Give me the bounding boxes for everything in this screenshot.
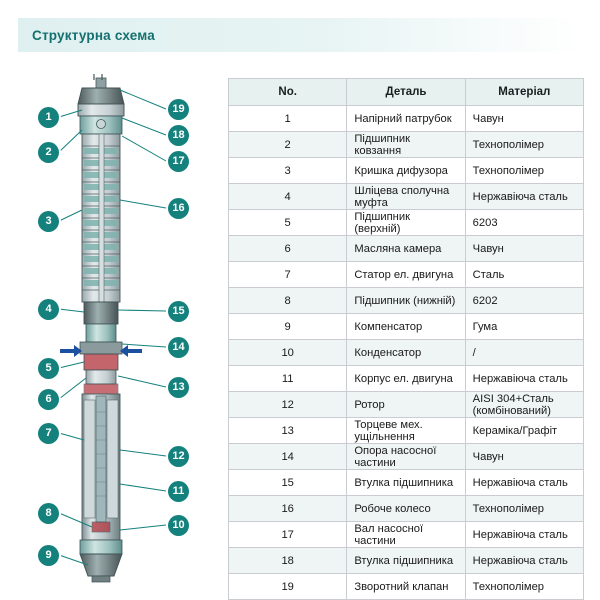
- cell-no: 1: [229, 106, 347, 132]
- table-row: [229, 418, 584, 444]
- cell-detail: Статор ел. двигуна: [347, 262, 465, 288]
- table-row: [229, 574, 584, 600]
- table-row: [229, 262, 584, 288]
- column-header-detail: Деталь: [347, 79, 465, 106]
- callout-9[interactable]: 9: [38, 545, 59, 566]
- cell-no: 13: [229, 418, 347, 444]
- cell-detail: Втулка підшипника: [347, 470, 465, 496]
- cell-no: 17: [229, 522, 347, 548]
- table-row: [229, 496, 584, 522]
- column-header-material: Матеріал: [465, 79, 583, 106]
- cell-detail: Конденсатор: [347, 340, 465, 366]
- cell-no: 5: [229, 210, 347, 236]
- parts-table: [228, 78, 584, 600]
- cell-detail: Зворотний клапан: [347, 574, 465, 600]
- table-row: [229, 236, 584, 262]
- leader-lines-right: [118, 90, 166, 530]
- page-title: Структурна схема: [32, 27, 155, 43]
- cell-detail: Підшипник ковзання: [347, 132, 465, 158]
- callout-16[interactable]: 16: [168, 198, 189, 219]
- cell-no: 11: [229, 366, 347, 392]
- cell-no: 4: [229, 184, 347, 210]
- cell-material: /: [465, 340, 583, 366]
- cell-material: Нержавіюча сталь: [465, 548, 583, 574]
- table-row: [229, 548, 584, 574]
- parts-table-body: [229, 106, 584, 600]
- callout-2[interactable]: 2: [38, 142, 59, 163]
- cell-detail: Компенсатор: [347, 314, 465, 340]
- table-row: [229, 132, 584, 158]
- table-row: [229, 106, 584, 132]
- cell-material: Технополімер: [465, 496, 583, 522]
- pump-drawing-svg: [0, 60, 224, 600]
- callout-11[interactable]: 11: [168, 481, 189, 502]
- callout-18[interactable]: 18: [168, 125, 189, 146]
- table-header-row: [229, 79, 584, 106]
- cell-detail: Корпус ел. двигуна: [347, 366, 465, 392]
- cell-material: Нержавіюча сталь: [465, 470, 583, 496]
- table-row: [229, 288, 584, 314]
- callout-3[interactable]: 3: [38, 211, 59, 232]
- section-header-band: [18, 18, 582, 52]
- cell-detail: Підшипник (нижній): [347, 288, 465, 314]
- cell-material: 6202: [465, 288, 583, 314]
- callout-19[interactable]: 19: [168, 99, 189, 120]
- cell-detail: Напірний патрубок: [347, 106, 465, 132]
- cell-no: 19: [229, 574, 347, 600]
- seal-and-oil-chamber: [84, 354, 118, 394]
- table-row: [229, 470, 584, 496]
- cell-no: 8: [229, 288, 347, 314]
- cell-material: Кераміка/Графіт: [465, 418, 583, 444]
- cell-no: 16: [229, 496, 347, 522]
- cell-detail: Підшипник (верхній): [347, 210, 465, 236]
- table-row: [229, 210, 584, 236]
- cell-detail: Втулка підшипника: [347, 548, 465, 574]
- callout-8[interactable]: 8: [38, 503, 59, 524]
- check-valve-section: [80, 116, 122, 134]
- cell-material: Гума: [465, 314, 583, 340]
- pump-stage-stack: [82, 134, 120, 302]
- column-header-no: No.: [229, 79, 347, 106]
- cell-detail: Торцеве мех. ущільнення: [347, 418, 465, 444]
- compensator-bottom-cap: [80, 540, 122, 582]
- table-row: [229, 184, 584, 210]
- callout-13[interactable]: 13: [168, 377, 189, 398]
- cell-no: 3: [229, 158, 347, 184]
- callout-6[interactable]: 6: [38, 389, 59, 410]
- table-row: [229, 366, 584, 392]
- callout-15[interactable]: 15: [168, 301, 189, 322]
- cell-material: Нержавіюча сталь: [465, 522, 583, 548]
- table-row: [229, 392, 584, 418]
- cell-no: 9: [229, 314, 347, 340]
- cell-material: Сталь: [465, 262, 583, 288]
- cell-material: Чавун: [465, 444, 583, 470]
- motor-housing: [82, 394, 120, 540]
- callout-7[interactable]: 7: [38, 423, 59, 444]
- cell-detail: Кришка дифузора: [347, 158, 465, 184]
- cell-material: Технополімер: [465, 574, 583, 600]
- cell-material: Технополімер: [465, 132, 583, 158]
- cell-no: 18: [229, 548, 347, 574]
- callout-17[interactable]: 17: [168, 151, 189, 172]
- pump-cutaway-diagram: [0, 60, 224, 600]
- table-row: [229, 314, 584, 340]
- parts-table-wrapper: [228, 78, 584, 600]
- cell-material: 6203: [465, 210, 583, 236]
- cell-no: 10: [229, 340, 347, 366]
- cell-detail: Шліцева сполучна муфта: [347, 184, 465, 210]
- cell-no: 6: [229, 236, 347, 262]
- cell-material: Технополімер: [465, 158, 583, 184]
- cell-material: Чавун: [465, 236, 583, 262]
- cell-detail: Вал насосної частини: [347, 522, 465, 548]
- table-row: [229, 340, 584, 366]
- table-row: [229, 522, 584, 548]
- cell-detail: Робоче колесо: [347, 496, 465, 522]
- callout-4[interactable]: 4: [38, 299, 59, 320]
- callout-14[interactable]: 14: [168, 337, 189, 358]
- discharge-nozzle: [78, 74, 124, 116]
- cell-no: 15: [229, 470, 347, 496]
- cell-no: 7: [229, 262, 347, 288]
- callout-1[interactable]: 1: [38, 107, 59, 128]
- callout-5[interactable]: 5: [38, 358, 59, 379]
- cell-detail: Опора насосної частини: [347, 444, 465, 470]
- cell-detail: Масляна камера: [347, 236, 465, 262]
- cell-material: AISI 304+Сталь (комбінований): [465, 392, 583, 418]
- table-row: [229, 158, 584, 184]
- parts-table-head: [229, 79, 584, 106]
- cell-material: Чавун: [465, 106, 583, 132]
- cell-material: Нержавіюча сталь: [465, 184, 583, 210]
- cell-no: 2: [229, 132, 347, 158]
- callout-10[interactable]: 10: [168, 515, 189, 536]
- callout-12[interactable]: 12: [168, 446, 189, 467]
- cell-detail: Ротор: [347, 392, 465, 418]
- cell-no: 12: [229, 392, 347, 418]
- cell-no: 14: [229, 444, 347, 470]
- cell-material: Нержавіюча сталь: [465, 366, 583, 392]
- table-row: [229, 444, 584, 470]
